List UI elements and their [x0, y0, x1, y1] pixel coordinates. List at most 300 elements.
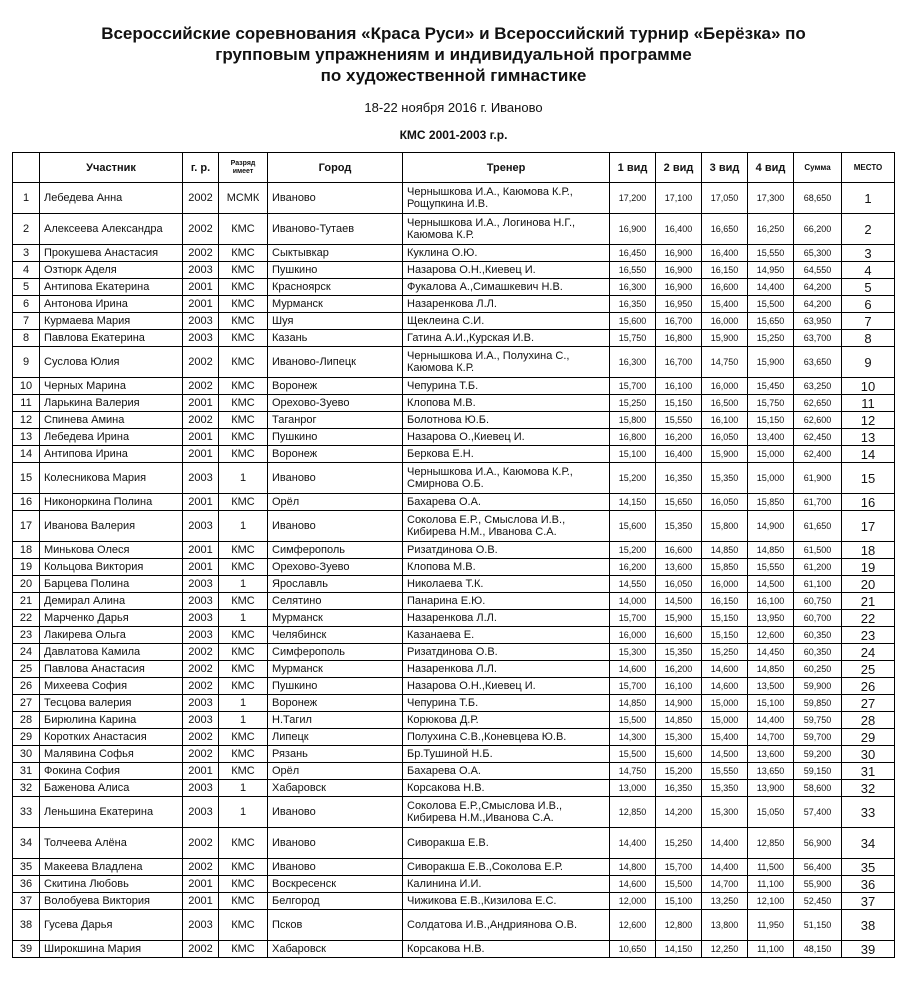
rank: КМС	[219, 644, 268, 661]
coach: Клопова М.В.	[403, 395, 610, 412]
score-event-2: 15,500	[656, 876, 702, 893]
score-total: 51,150	[794, 910, 842, 941]
score-event-2: 14,150	[656, 941, 702, 958]
participant-name: Леньшина Екатерина	[40, 797, 183, 828]
place: 37	[842, 893, 895, 910]
coach: Гатина А.И.,Курская И.В.	[403, 330, 610, 347]
birth-year: 2002	[183, 828, 219, 859]
score-event-3: 15,800	[702, 511, 748, 542]
rank: КМС	[219, 627, 268, 644]
score-event-3: 15,150	[702, 610, 748, 627]
rank: КМС	[219, 412, 268, 429]
city: Орёл	[268, 494, 403, 511]
row-number: 31	[13, 763, 40, 780]
birth-year: 2003	[183, 797, 219, 828]
score-event-4: 14,450	[748, 644, 794, 661]
score-event-2: 16,700	[656, 347, 702, 378]
score-event-4: 13,650	[748, 763, 794, 780]
row-number: 17	[13, 511, 40, 542]
row-number: 34	[13, 828, 40, 859]
score-event-3: 16,000	[702, 378, 748, 395]
birth-year: 2001	[183, 446, 219, 463]
participant-name: Широкшина Мария	[40, 941, 183, 958]
city: Селятино	[268, 593, 403, 610]
rank: КМС	[219, 859, 268, 876]
city: Симферополь	[268, 644, 403, 661]
place: 20	[842, 576, 895, 593]
table-row	[13, 279, 895, 296]
header-row	[13, 153, 895, 183]
score-event-3: 16,150	[702, 262, 748, 279]
score-event-1: 14,850	[610, 695, 656, 712]
coach: Назаренкова Л.Л.	[403, 610, 610, 627]
score-event-4: 15,000	[748, 446, 794, 463]
rank: КМС	[219, 446, 268, 463]
row-number: 13	[13, 429, 40, 446]
city: Таганрог	[268, 412, 403, 429]
document-title	[0, 0, 907, 86]
participant-name: Алексеева Александра	[40, 214, 183, 245]
table-row	[13, 378, 895, 395]
score-event-1: 14,600	[610, 876, 656, 893]
score-total: 62,650	[794, 395, 842, 412]
rank: КМС	[219, 245, 268, 262]
score-event-4: 15,550	[748, 245, 794, 262]
coach: Ризатдинова О.В.	[403, 542, 610, 559]
birth-year: 2002	[183, 661, 219, 678]
city: Пушкино	[268, 678, 403, 695]
participant-name: Прокушева Анастасия	[40, 245, 183, 262]
score-event-1: 16,300	[610, 347, 656, 378]
score-event-4: 15,100	[748, 695, 794, 712]
table-row	[13, 183, 895, 214]
rank: КМС	[219, 296, 268, 313]
participant-name: Антонова Ирина	[40, 296, 183, 313]
table-row	[13, 797, 895, 828]
coach: Казанаева Е.	[403, 627, 610, 644]
coach: Назаренкова Л.Л.	[403, 661, 610, 678]
participant-name: Давлатова Камила	[40, 644, 183, 661]
score-event-3: 17,050	[702, 183, 748, 214]
city: Хабаровск	[268, 941, 403, 958]
score-event-3: 16,650	[702, 214, 748, 245]
score-event-4: 14,400	[748, 279, 794, 296]
city: Иваново	[268, 463, 403, 494]
score-event-1: 14,150	[610, 494, 656, 511]
rank: КМС	[219, 494, 268, 511]
score-event-4: 15,500	[748, 296, 794, 313]
place: 31	[842, 763, 895, 780]
table-row	[13, 395, 895, 412]
row-number: 28	[13, 712, 40, 729]
score-total: 59,850	[794, 695, 842, 712]
birth-year: 2002	[183, 729, 219, 746]
rank: 1	[219, 511, 268, 542]
score-event-4: 14,400	[748, 712, 794, 729]
score-event-4: 14,950	[748, 262, 794, 279]
col-event-1: 1 вид	[610, 153, 656, 183]
score-event-2: 16,350	[656, 780, 702, 797]
score-total: 61,700	[794, 494, 842, 511]
score-event-4: 15,900	[748, 347, 794, 378]
city: Белгород	[268, 893, 403, 910]
score-event-1: 12,000	[610, 893, 656, 910]
score-event-4: 13,500	[748, 678, 794, 695]
score-event-2: 15,150	[656, 395, 702, 412]
score-event-4: 15,050	[748, 797, 794, 828]
score-event-2: 14,850	[656, 712, 702, 729]
place: 27	[842, 695, 895, 712]
score-event-3: 16,150	[702, 593, 748, 610]
coach: Беркова Е.Н.	[403, 446, 610, 463]
score-event-4: 11,500	[748, 859, 794, 876]
score-event-4: 15,850	[748, 494, 794, 511]
birth-year: 2002	[183, 859, 219, 876]
row-number: 39	[13, 941, 40, 958]
score-event-1: 15,200	[610, 463, 656, 494]
coach: Ризатдинова О.В.	[403, 644, 610, 661]
score-event-3: 15,150	[702, 627, 748, 644]
score-event-2: 17,100	[656, 183, 702, 214]
row-number: 30	[13, 746, 40, 763]
score-event-2: 16,200	[656, 661, 702, 678]
score-total: 63,950	[794, 313, 842, 330]
score-event-4: 14,700	[748, 729, 794, 746]
city: Иваново	[268, 511, 403, 542]
rank: 1	[219, 695, 268, 712]
birth-year: 2003	[183, 610, 219, 627]
score-event-3: 16,500	[702, 395, 748, 412]
birth-year: 2003	[183, 463, 219, 494]
score-event-2: 16,900	[656, 279, 702, 296]
row-number: 6	[13, 296, 40, 313]
score-event-4: 11,100	[748, 941, 794, 958]
score-event-4: 14,850	[748, 661, 794, 678]
place: 23	[842, 627, 895, 644]
city: Воронеж	[268, 446, 403, 463]
place: 38	[842, 910, 895, 941]
score-event-1: 13,000	[610, 780, 656, 797]
score-event-3: 16,400	[702, 245, 748, 262]
score-event-1: 15,600	[610, 511, 656, 542]
score-event-3: 16,100	[702, 412, 748, 429]
participant-name: Баженова Алиса	[40, 780, 183, 797]
score-event-2: 16,950	[656, 296, 702, 313]
score-event-1: 14,000	[610, 593, 656, 610]
score-total: 63,700	[794, 330, 842, 347]
score-event-3: 16,050	[702, 494, 748, 511]
score-event-4: 16,250	[748, 214, 794, 245]
row-number: 27	[13, 695, 40, 712]
coach: Фукалова А.,Симашкевич Н.В.	[403, 279, 610, 296]
birth-year: 2002	[183, 644, 219, 661]
birth-year: 2002	[183, 183, 219, 214]
place: 32	[842, 780, 895, 797]
city: Мурманск	[268, 296, 403, 313]
col-number	[13, 153, 40, 183]
score-event-1: 14,750	[610, 763, 656, 780]
place: 28	[842, 712, 895, 729]
score-event-1: 14,600	[610, 661, 656, 678]
city: Воскресенск	[268, 876, 403, 893]
participant-name: Кольцова Виктория	[40, 559, 183, 576]
city: Пушкино	[268, 262, 403, 279]
row-number: 15	[13, 463, 40, 494]
birth-year: 2002	[183, 678, 219, 695]
coach: Назарова О.Н.,Киевец И.	[403, 262, 610, 279]
coach: Соколова Е.Р., Смыслова И.В., Кибирева Н.М., Иванова С.А.	[403, 511, 610, 542]
score-event-1: 15,700	[610, 610, 656, 627]
birth-year: 2002	[183, 941, 219, 958]
rank: КМС	[219, 559, 268, 576]
score-event-2: 16,100	[656, 678, 702, 695]
score-total: 61,200	[794, 559, 842, 576]
birth-year: 2002	[183, 347, 219, 378]
participant-name: Спинева Амина	[40, 412, 183, 429]
place: 34	[842, 828, 895, 859]
score-event-4: 15,150	[748, 412, 794, 429]
score-total: 59,150	[794, 763, 842, 780]
coach: Клопова М.В.	[403, 559, 610, 576]
score-event-2: 16,700	[656, 313, 702, 330]
score-event-2: 16,900	[656, 262, 702, 279]
table-row	[13, 214, 895, 245]
score-event-1: 16,450	[610, 245, 656, 262]
coach: Щеклеина С.И.	[403, 313, 610, 330]
place: 25	[842, 661, 895, 678]
rank: КМС	[219, 729, 268, 746]
birth-year: 2002	[183, 412, 219, 429]
city: Казань	[268, 330, 403, 347]
table-row	[13, 347, 895, 378]
score-event-3: 15,350	[702, 780, 748, 797]
table-row	[13, 828, 895, 859]
results-table	[12, 152, 895, 958]
rank: 1	[219, 712, 268, 729]
table-row	[13, 678, 895, 695]
participant-name: Лебедева Анна	[40, 183, 183, 214]
score-event-1: 16,300	[610, 279, 656, 296]
score-event-2: 15,650	[656, 494, 702, 511]
table-row	[13, 412, 895, 429]
score-event-1: 14,300	[610, 729, 656, 746]
coach: Назарова О.,Киевец И.	[403, 429, 610, 446]
participant-name: Антипова Ирина	[40, 446, 183, 463]
row-number: 16	[13, 494, 40, 511]
city: Рязань	[268, 746, 403, 763]
score-event-2: 16,600	[656, 542, 702, 559]
score-total: 52,450	[794, 893, 842, 910]
participant-name: Курмаева Мария	[40, 313, 183, 330]
score-total: 68,650	[794, 183, 842, 214]
score-event-2: 15,700	[656, 859, 702, 876]
coach: Чижикова Е.В.,Кизилова Е.С.	[403, 893, 610, 910]
row-number: 22	[13, 610, 40, 627]
row-number: 12	[13, 412, 40, 429]
city: Мурманск	[268, 661, 403, 678]
score-event-2: 16,100	[656, 378, 702, 395]
score-event-3: 12,250	[702, 941, 748, 958]
score-event-1: 15,200	[610, 542, 656, 559]
coach: Корюкова Д.Р.	[403, 712, 610, 729]
score-total: 66,200	[794, 214, 842, 245]
score-event-4: 13,400	[748, 429, 794, 446]
birth-year: 2003	[183, 576, 219, 593]
place: 39	[842, 941, 895, 958]
coach: Корсакова Н.В.	[403, 780, 610, 797]
score-event-3: 14,500	[702, 746, 748, 763]
row-number: 23	[13, 627, 40, 644]
score-event-1: 15,700	[610, 678, 656, 695]
score-event-2: 15,300	[656, 729, 702, 746]
score-total: 61,900	[794, 463, 842, 494]
place: 7	[842, 313, 895, 330]
score-event-2: 16,350	[656, 463, 702, 494]
city: Красноярск	[268, 279, 403, 296]
score-total: 57,400	[794, 797, 842, 828]
row-number: 1	[13, 183, 40, 214]
score-event-4: 11,950	[748, 910, 794, 941]
score-event-4: 14,850	[748, 542, 794, 559]
table-row	[13, 893, 895, 910]
score-event-3: 13,250	[702, 893, 748, 910]
row-number: 11	[13, 395, 40, 412]
score-event-2: 15,900	[656, 610, 702, 627]
place: 1	[842, 183, 895, 214]
city: Пушкино	[268, 429, 403, 446]
city: Хабаровск	[268, 780, 403, 797]
score-total: 60,250	[794, 661, 842, 678]
birth-year: 2001	[183, 429, 219, 446]
participant-name: Коротких Анастасия	[40, 729, 183, 746]
score-total: 64,200	[794, 279, 842, 296]
birth-year: 2003	[183, 593, 219, 610]
place: 22	[842, 610, 895, 627]
score-event-2: 14,500	[656, 593, 702, 610]
score-total: 63,650	[794, 347, 842, 378]
score-event-1: 14,800	[610, 859, 656, 876]
place: 33	[842, 797, 895, 828]
place: 8	[842, 330, 895, 347]
rank: КМС	[219, 429, 268, 446]
participant-name: Лебедева Ирина	[40, 429, 183, 446]
row-number: 36	[13, 876, 40, 893]
row-number: 35	[13, 859, 40, 876]
participant-name: Колесникова Мария	[40, 463, 183, 494]
score-event-3: 15,400	[702, 729, 748, 746]
place: 35	[842, 859, 895, 876]
score-event-2: 15,250	[656, 828, 702, 859]
participant-name: Иванова Валерия	[40, 511, 183, 542]
row-number: 2	[13, 214, 40, 245]
table-row	[13, 593, 895, 610]
score-event-2: 16,800	[656, 330, 702, 347]
score-total: 64,550	[794, 262, 842, 279]
score-event-1: 15,600	[610, 313, 656, 330]
city: Липецк	[268, 729, 403, 746]
score-total: 60,750	[794, 593, 842, 610]
score-event-3: 16,000	[702, 576, 748, 593]
birth-year: 2001	[183, 296, 219, 313]
score-event-1: 16,900	[610, 214, 656, 245]
table-row	[13, 262, 895, 279]
place: 15	[842, 463, 895, 494]
score-event-4: 14,500	[748, 576, 794, 593]
participant-name: Барцева Полина	[40, 576, 183, 593]
birth-year: 2003	[183, 262, 219, 279]
coach: Бахарева О.А.	[403, 763, 610, 780]
participant-name: Марченко Дарья	[40, 610, 183, 627]
score-event-1: 16,550	[610, 262, 656, 279]
score-event-4: 15,750	[748, 395, 794, 412]
score-event-4: 13,600	[748, 746, 794, 763]
coach: Панарина Е.Ю.	[403, 593, 610, 610]
table-row	[13, 446, 895, 463]
rank: КМС	[219, 828, 268, 859]
score-event-3: 14,600	[702, 661, 748, 678]
city: Ярославль	[268, 576, 403, 593]
row-number: 24	[13, 644, 40, 661]
city: Орехово-Зуево	[268, 559, 403, 576]
score-event-3: 15,300	[702, 797, 748, 828]
col-event-3: 3 вид	[702, 153, 748, 183]
rank: КМС	[219, 214, 268, 245]
table-row	[13, 876, 895, 893]
birth-year: 2001	[183, 876, 219, 893]
score-total: 56,900	[794, 828, 842, 859]
place: 12	[842, 412, 895, 429]
score-event-4: 12,100	[748, 893, 794, 910]
place: 6	[842, 296, 895, 313]
score-event-4: 13,900	[748, 780, 794, 797]
score-total: 60,350	[794, 644, 842, 661]
birth-year: 2002	[183, 245, 219, 262]
score-event-4: 15,000	[748, 463, 794, 494]
rank: КМС	[219, 395, 268, 412]
table-row	[13, 661, 895, 678]
coach: Сиворакша Е.В.,Соколова Е.Р.	[403, 859, 610, 876]
place: 2	[842, 214, 895, 245]
score-event-1: 12,600	[610, 910, 656, 941]
participant-name: Волобуева Виктория	[40, 893, 183, 910]
rank: КМС	[219, 763, 268, 780]
score-total: 60,700	[794, 610, 842, 627]
rank: КМС	[219, 593, 268, 610]
score-total: 56,400	[794, 859, 842, 876]
city: Сыктывкар	[268, 245, 403, 262]
score-event-2: 15,600	[656, 746, 702, 763]
score-total: 62,450	[794, 429, 842, 446]
score-event-1: 16,800	[610, 429, 656, 446]
table-row	[13, 330, 895, 347]
table-row	[13, 695, 895, 712]
participant-name: Лакирева Ольга	[40, 627, 183, 644]
score-event-1: 14,550	[610, 576, 656, 593]
city: Н.Тагил	[268, 712, 403, 729]
score-total: 59,200	[794, 746, 842, 763]
participant-name: Ларькина Валерия	[40, 395, 183, 412]
participant-name: Антипова Екатерина	[40, 279, 183, 296]
score-total: 61,100	[794, 576, 842, 593]
score-total: 61,650	[794, 511, 842, 542]
city: Шуя	[268, 313, 403, 330]
participant-name: Павлова Анастасия	[40, 661, 183, 678]
participant-name: Фокина София	[40, 763, 183, 780]
place: 24	[842, 644, 895, 661]
table-row	[13, 610, 895, 627]
coach: Чернышкова И.А., Полухина С., Каюмова К.Р.	[403, 347, 610, 378]
score-event-4: 11,100	[748, 876, 794, 893]
